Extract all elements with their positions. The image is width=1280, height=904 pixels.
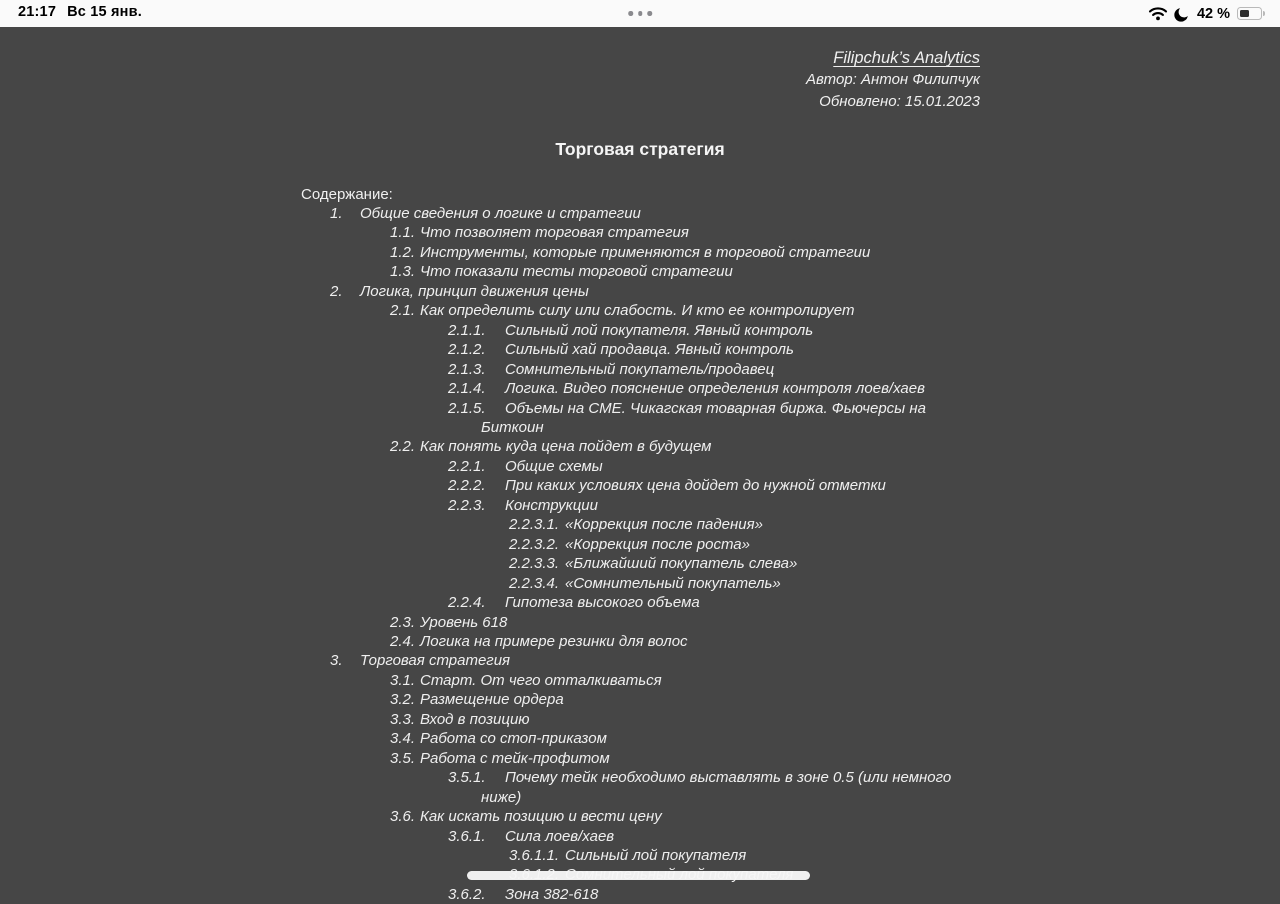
toc-item-number: 2.2.3.1.	[509, 516, 560, 534]
toc-item	[300, 476, 1000, 495]
toc-item-text: Вход в позицию	[420, 710, 530, 728]
toc-item-number: 3.5.	[390, 749, 416, 767]
toc-item-text: Логика на примере резинки для волос	[420, 632, 688, 650]
toc-item	[300, 574, 1000, 593]
toc-item-number: 2.2.3.4.	[509, 574, 560, 592]
toc-item-number: 2.1.2.	[448, 341, 486, 359]
updated-line: Обновлено: 15.01.2023	[819, 93, 980, 110]
toc-item-text: Логика. Видео пояснение определения контроля лоев/хаев	[505, 380, 925, 398]
toc-item-text: «Коррекция после падения»	[565, 516, 763, 534]
multitask-dots-handle[interactable]	[628, 11, 652, 16]
toc-item-number: 2.2.3.3.	[509, 555, 560, 573]
status-left	[18, 4, 142, 20]
document-header	[806, 47, 980, 113]
clock-text: 21:17	[18, 4, 57, 20]
toc-item	[300, 340, 1000, 359]
toc-item-number: 2.1.3.	[448, 360, 486, 378]
toc-item-number: 3.1.	[390, 671, 416, 689]
toc-item	[300, 321, 1000, 340]
toc-item	[300, 690, 1000, 709]
toc-item-text: Общие сведения о логике и стратегии	[360, 205, 641, 222]
brand-title: Filipchuk’s Analytics	[833, 49, 980, 67]
toc-item-text: Как искать позицию и вести цену	[420, 808, 662, 826]
toc-item	[300, 515, 1000, 534]
toc-item	[300, 632, 1000, 651]
toc-item	[300, 613, 1000, 632]
toc-item	[300, 223, 1000, 242]
toc-item	[300, 554, 1000, 573]
toc-item-text: Размещение ордера	[420, 691, 564, 709]
toc-item-number: 3.5.1.	[448, 769, 486, 787]
toc-item-text: Почему тейк необходимо выставлять в зоне 0.5 (или немного ниже)	[481, 769, 952, 806]
toc-item-text: Как определить силу или слабость. И кто ее контролирует	[420, 302, 855, 320]
toc-item-text: Сомнительный покупатель/продавец	[505, 360, 775, 378]
toc-item-number: 2.4.	[390, 632, 416, 650]
toc-item-text: Объемы на CME. Чикагская товарная биржа. Фьючерсы на Биткоин	[481, 399, 926, 436]
toc-item	[300, 360, 1000, 379]
toc-item-number: 1.	[330, 205, 343, 222]
toc-item-number: 2.1.4.	[448, 380, 486, 398]
toc-item-number: 2.2.2.	[448, 477, 486, 495]
toc-item-number: 3.2.	[390, 691, 416, 709]
document-page[interactable]	[0, 27, 1280, 903]
toc-item-number: 2.3.	[390, 613, 416, 631]
toc-item-text: Уровень 618	[420, 613, 508, 631]
toc-item	[300, 301, 1000, 320]
toc-item-text: Сила лоев/хаев	[505, 827, 615, 845]
toc-item-text-continuation: Биткоин	[481, 418, 544, 436]
toc-item-number: 2.2.	[390, 438, 416, 456]
toc-item	[300, 671, 1000, 690]
toc-item-text: «Коррекция после роста»	[565, 535, 750, 553]
toc-item-text: Сильный лой покупателя	[565, 846, 747, 864]
toc-item	[300, 729, 1000, 748]
toc-item	[300, 282, 1000, 301]
wifi-icon	[1148, 6, 1168, 21]
toc-item	[300, 651, 1000, 670]
toc-item	[300, 593, 1000, 612]
toc-item-text: Старт. От чего отталкиваться	[420, 671, 662, 689]
toc-item-number: 2.2.3.2.	[509, 535, 560, 553]
toc-item-text: «Сомнительный покупатель»	[565, 574, 781, 592]
toc-item	[300, 710, 1000, 729]
toc-item	[300, 496, 1000, 515]
toc-item-text-continuation: ниже)	[481, 788, 522, 806]
toc-item-number: 3.4.	[390, 730, 416, 748]
toc-item	[300, 768, 1000, 807]
toc-item-text: Зона 382-618	[505, 885, 599, 903]
toc-item-text: Общие схемы	[505, 457, 603, 475]
status-right	[1148, 4, 1265, 23]
toc-item-text: Работа с тейк-профитом	[420, 749, 610, 767]
toc-item-text: При каких условиях цена дойдет до нужной отметки	[505, 477, 886, 495]
toc-item-number: 2.1.1.	[448, 321, 486, 339]
toc-item-number: 2.1.	[390, 302, 416, 320]
toc-item-number: 2.2.1.	[448, 457, 486, 475]
toc-item-number: 1.3.	[390, 263, 416, 281]
toc-item	[300, 846, 1000, 865]
toc-item-number: 2.	[330, 282, 343, 300]
toc-item-number: 2.2.3.	[448, 496, 486, 514]
toc-item	[300, 749, 1000, 768]
toc-item-text: Гипотеза высокого объема	[505, 594, 700, 612]
toc-item-number: 2.2.4.	[448, 594, 486, 612]
battery-icon	[1237, 7, 1265, 20]
toc-item	[300, 827, 1000, 846]
toc-item-number: 3.6.1.	[448, 827, 486, 845]
toc-item	[300, 243, 1000, 262]
toc-item-number: 3.3.	[390, 710, 416, 728]
toc-item-text: Как понять куда цена пойдет в будущем	[420, 438, 712, 456]
toc-item	[300, 807, 1000, 826]
toc-item	[300, 399, 1000, 438]
status-bar	[0, 0, 1280, 27]
moon-icon	[1175, 6, 1190, 21]
toc-item	[300, 457, 1000, 476]
toc-item	[300, 379, 1000, 398]
date-text: Вс 15 янв.	[67, 4, 142, 20]
toc-item-text: Инструменты, которые применяются в торговой стратегии	[420, 243, 871, 261]
toc-item	[300, 437, 1000, 456]
toc-heading: Содержание:	[301, 186, 393, 203]
toc-item-text: Что показали тесты торговой стратегии	[420, 263, 733, 281]
toc-item-text: «Ближайший покупатель слева»	[565, 555, 798, 573]
toc-item	[300, 885, 1000, 904]
toc-item-text: Сильный хай продавца. Явный контроль	[505, 341, 794, 359]
toc-item-text: Сильный лой покупателя. Явный контроль	[505, 321, 814, 339]
toc-item-number: 2.1.5.	[448, 399, 486, 417]
toc-item	[300, 262, 1000, 281]
toc-item	[300, 204, 1000, 223]
toc-item-text: Логика, принцип движения цены	[360, 282, 589, 300]
toc-item-number: 3.6.2.	[448, 885, 486, 903]
battery-percent-text: 42 %	[1196, 5, 1230, 22]
toc-item	[300, 535, 1000, 554]
toc-item-number: 1.1.	[390, 224, 416, 242]
toc-item-text: Торговая стратегия	[360, 652, 511, 670]
horizontal-scrollbar[interactable]	[467, 871, 810, 880]
author-line: Автор: Антон Филипчук	[805, 71, 980, 88]
toc-list	[300, 204, 1000, 904]
toc-item-number: 3.	[330, 652, 343, 670]
page-title: Торговая стратегия	[555, 139, 725, 159]
toc-item-number: 3.6.1.1.	[509, 846, 560, 864]
toc-item-number: 1.2.	[390, 243, 416, 261]
toc-item-number: 3.6.	[390, 808, 416, 826]
toc-item-text: Конструкции	[505, 496, 598, 514]
toc-item-text: Что позволяет торговая стратегия	[420, 224, 689, 242]
toc-item-text: Работа со стоп-приказом	[420, 730, 607, 748]
